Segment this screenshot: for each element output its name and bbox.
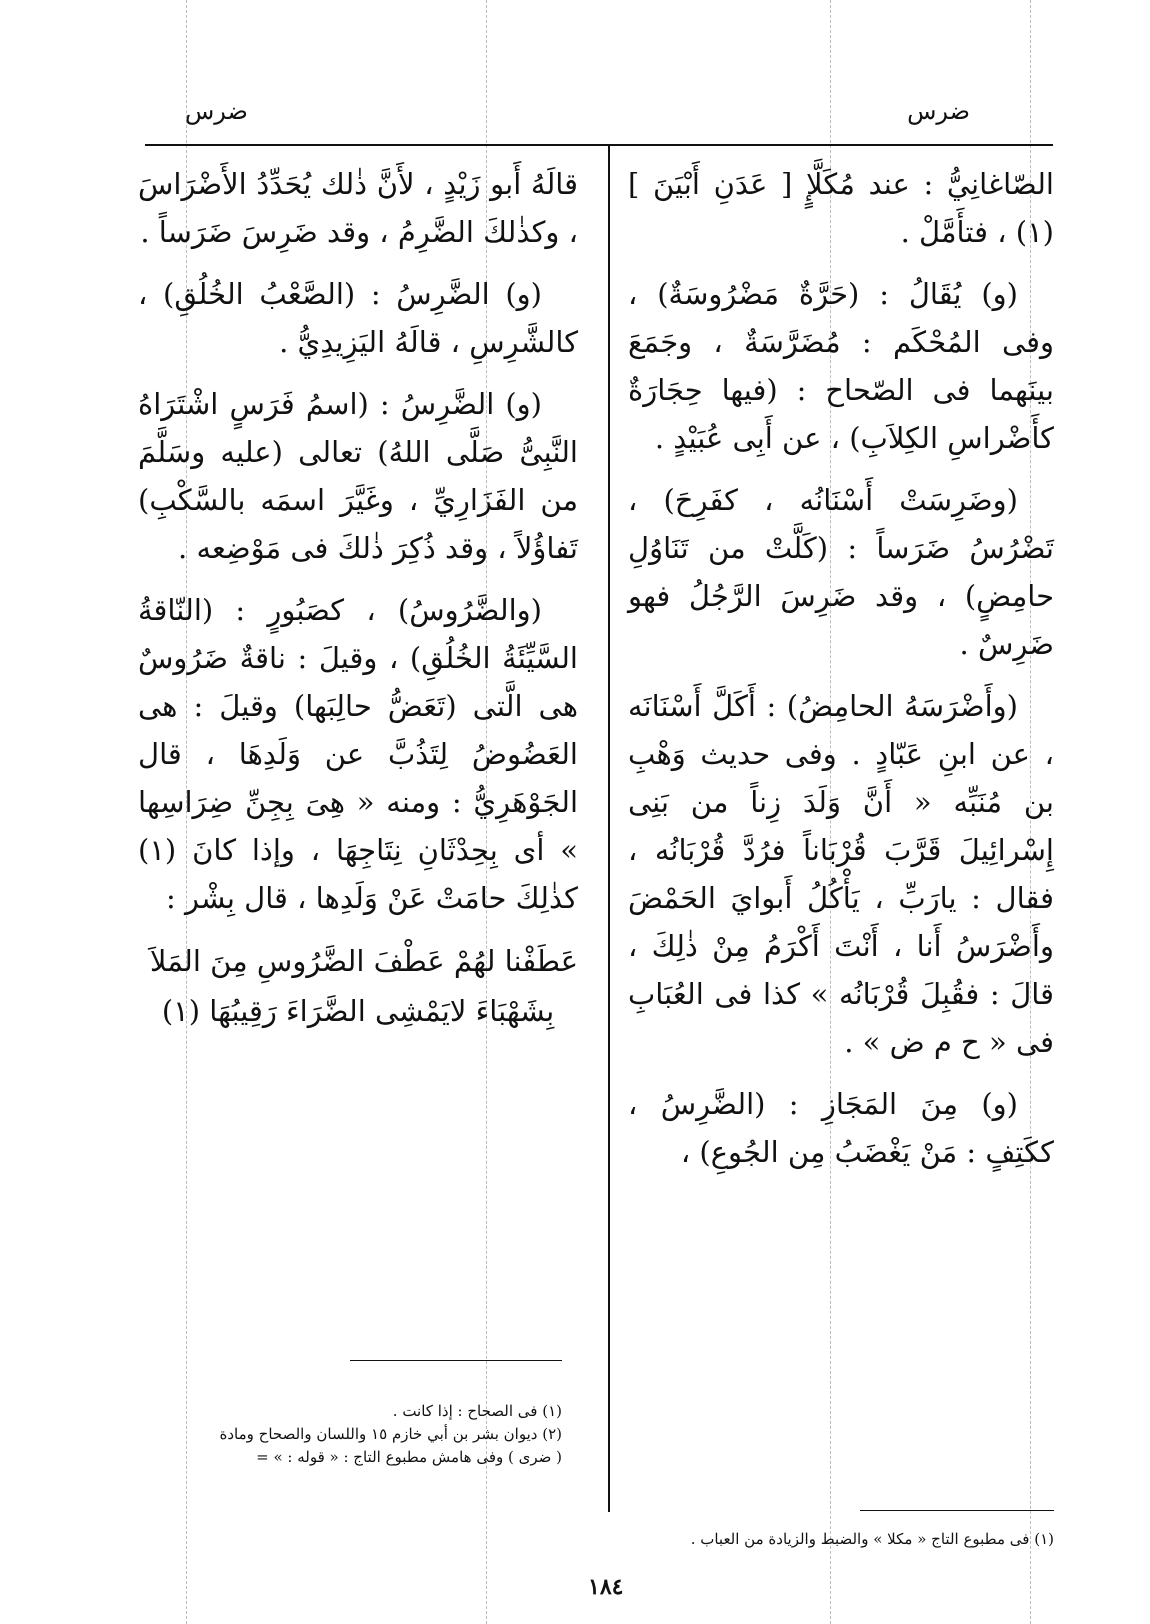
paragraph: (و) مِنَ المَجَازِ : (الضَّرِسُ ، ككَتِفٍ : مَنْ يَغْضَبُ مِن الجُوعِ) ، [628, 1087, 1054, 1169]
page-number: ١٨٤ [588, 1574, 624, 1600]
paragraph: (و) الضَّرِسُ : (الصَّعْبُ الخُلُقِ) ، كالشَّرِسِ ، قالَهُ اليَزِيدِيُّ . [138, 277, 578, 359]
paragraph: (و) يُقَالُ : (حَرَّةٌ مَضْرُوسَةٌ) ، وفى المُحْكَم : مُضَرَّسَةٌ ، وجَمَعَ بينَهما فى الصّحاح : (فيها حِجَارَةٌ كأَضْراسِ الكِلاَبِ) ، عن أَبِى عُبَيْدٍ . [628, 277, 1054, 455]
footnote: (١) فى الصحاح : إذا كانت . [392, 1402, 562, 1420]
running-header-right: ضرس [907, 97, 970, 125]
poem-verse-2: بِشَهْبَاءَ لايَمْشِى الضَّرَاءَ رَقِيبُهَا (١) [161, 994, 555, 1028]
paragraph: (والضَّرُوسُ) ، كصَبُورٍ : (النّاقةُ السَّيِّئَةُ الخُلُقِ) ، وقيلَ : ناقةٌ ضَرُوسٌ هى الَّتى (تَعَضُّ حالِبَها) وقيلَ : هى العَضُوضُ لِتَذُبَّ عن وَلَدِهَا ، قال الجَوْهَرِيُّ : ومنه « هِىَ بِجِنِّ ضِرَاسِها » أى بِحِدْثَانِ نِتَاجِهَا ، وإذا كانَ (١) كذٰلِكَ حامَتْ عَنْ وَلَدِها ، قال بِشْر : [138, 593, 578, 915]
paragraph: (وضَرِسَتْ أَسْنَانُه ، كفَرِحَ) ، تَضْرُسُ ضَرَساً : (كَلَّتْ من تَنَاوُلِ حامِضٍ) ، وقد ضَرِسَ الرَّجُلُ فهو ضَرِسٌ . [628, 483, 1054, 661]
column-divider [608, 146, 610, 1512]
left-column [138, 160, 578, 1036]
footnotes-right [620, 1528, 1054, 1551]
paragraph: (و) الضَّرِسُ : (اسمُ فَرَسٍ اشْتَرَاهُ النَّبِىُّ صَلَّى اللهُ) تعالى (عليه وسَلَّمَ من الفَزَارِيِّ ، وغَيَّرَ اسمَه بالسَّكْبِ) تَفاؤُلاً ، وقد ذُكِرَ ذٰلكَ فى مَوْضِعه . [138, 387, 578, 565]
footnote: ( ضرى ) وفى هامش مطبوع التاج : « قوله : » = [256, 1448, 562, 1466]
right-column [628, 160, 1054, 1190]
poem [138, 936, 578, 1036]
footnote-rule-left [350, 1360, 562, 1361]
footnote-rule-right [860, 1510, 1054, 1511]
paragraph: الصّاغانِيُّ : عند مُكَلَّإٍ [ عَدَنِ أَبْيَنَ ] (١) ، فتأَمَّلْ . [628, 167, 1054, 249]
paragraph: (وأَضْرَسَهُ الحامِضُ) : أَكَلَّ أَسْنَانَه ، عن ابنِ عَبّادٍ . وفى حديث وَهْبِ بن مُنَبِّه « أَنَّ وَلَدَ زِناً من بَنِى إِسْرائِيلَ قَرَّبَ قُرْبَاناً فرُدَّ قُرْبَانُه ، فقال : يارَبِّ ، يَأْكُلُ أَبوايَ الحَمْضَ وأَضْرَسُ أَنا ، أَنْتَ أَكْرَمُ مِنْ ذٰلِكَ ، قالَ : فقُبِلَ قُرْبَانُه » كذا فى العُبَابِ فى « ح م ض » . [628, 689, 1054, 1059]
running-header-left: ضرس [185, 97, 248, 125]
header-rule [145, 144, 1053, 146]
paragraph: قالَهُ أَبو زَيْدٍ ، لأَنَّ ذٰلك يُحَدِّدُ الأَضْرَاسَ ، وكذٰلكَ الضَّرِمُ ، وقد ضَرِسَ ضَرَساً . [138, 167, 578, 249]
footnotes-left [130, 1400, 562, 1469]
poem-verse-1: عَطَفْنا لهُمْ عَطْفَ الضَّرُوسِ مِنَ المَلاَ [149, 944, 578, 978]
footnote: (٢) ديوان بشر بن أبي خازم ١٥ واللسان والصحاح ومادة [219, 1425, 562, 1443]
footnote: (١) فى مطبوع التاج « مكلا » والضبط والزيادة من العباب . [690, 1530, 1054, 1548]
